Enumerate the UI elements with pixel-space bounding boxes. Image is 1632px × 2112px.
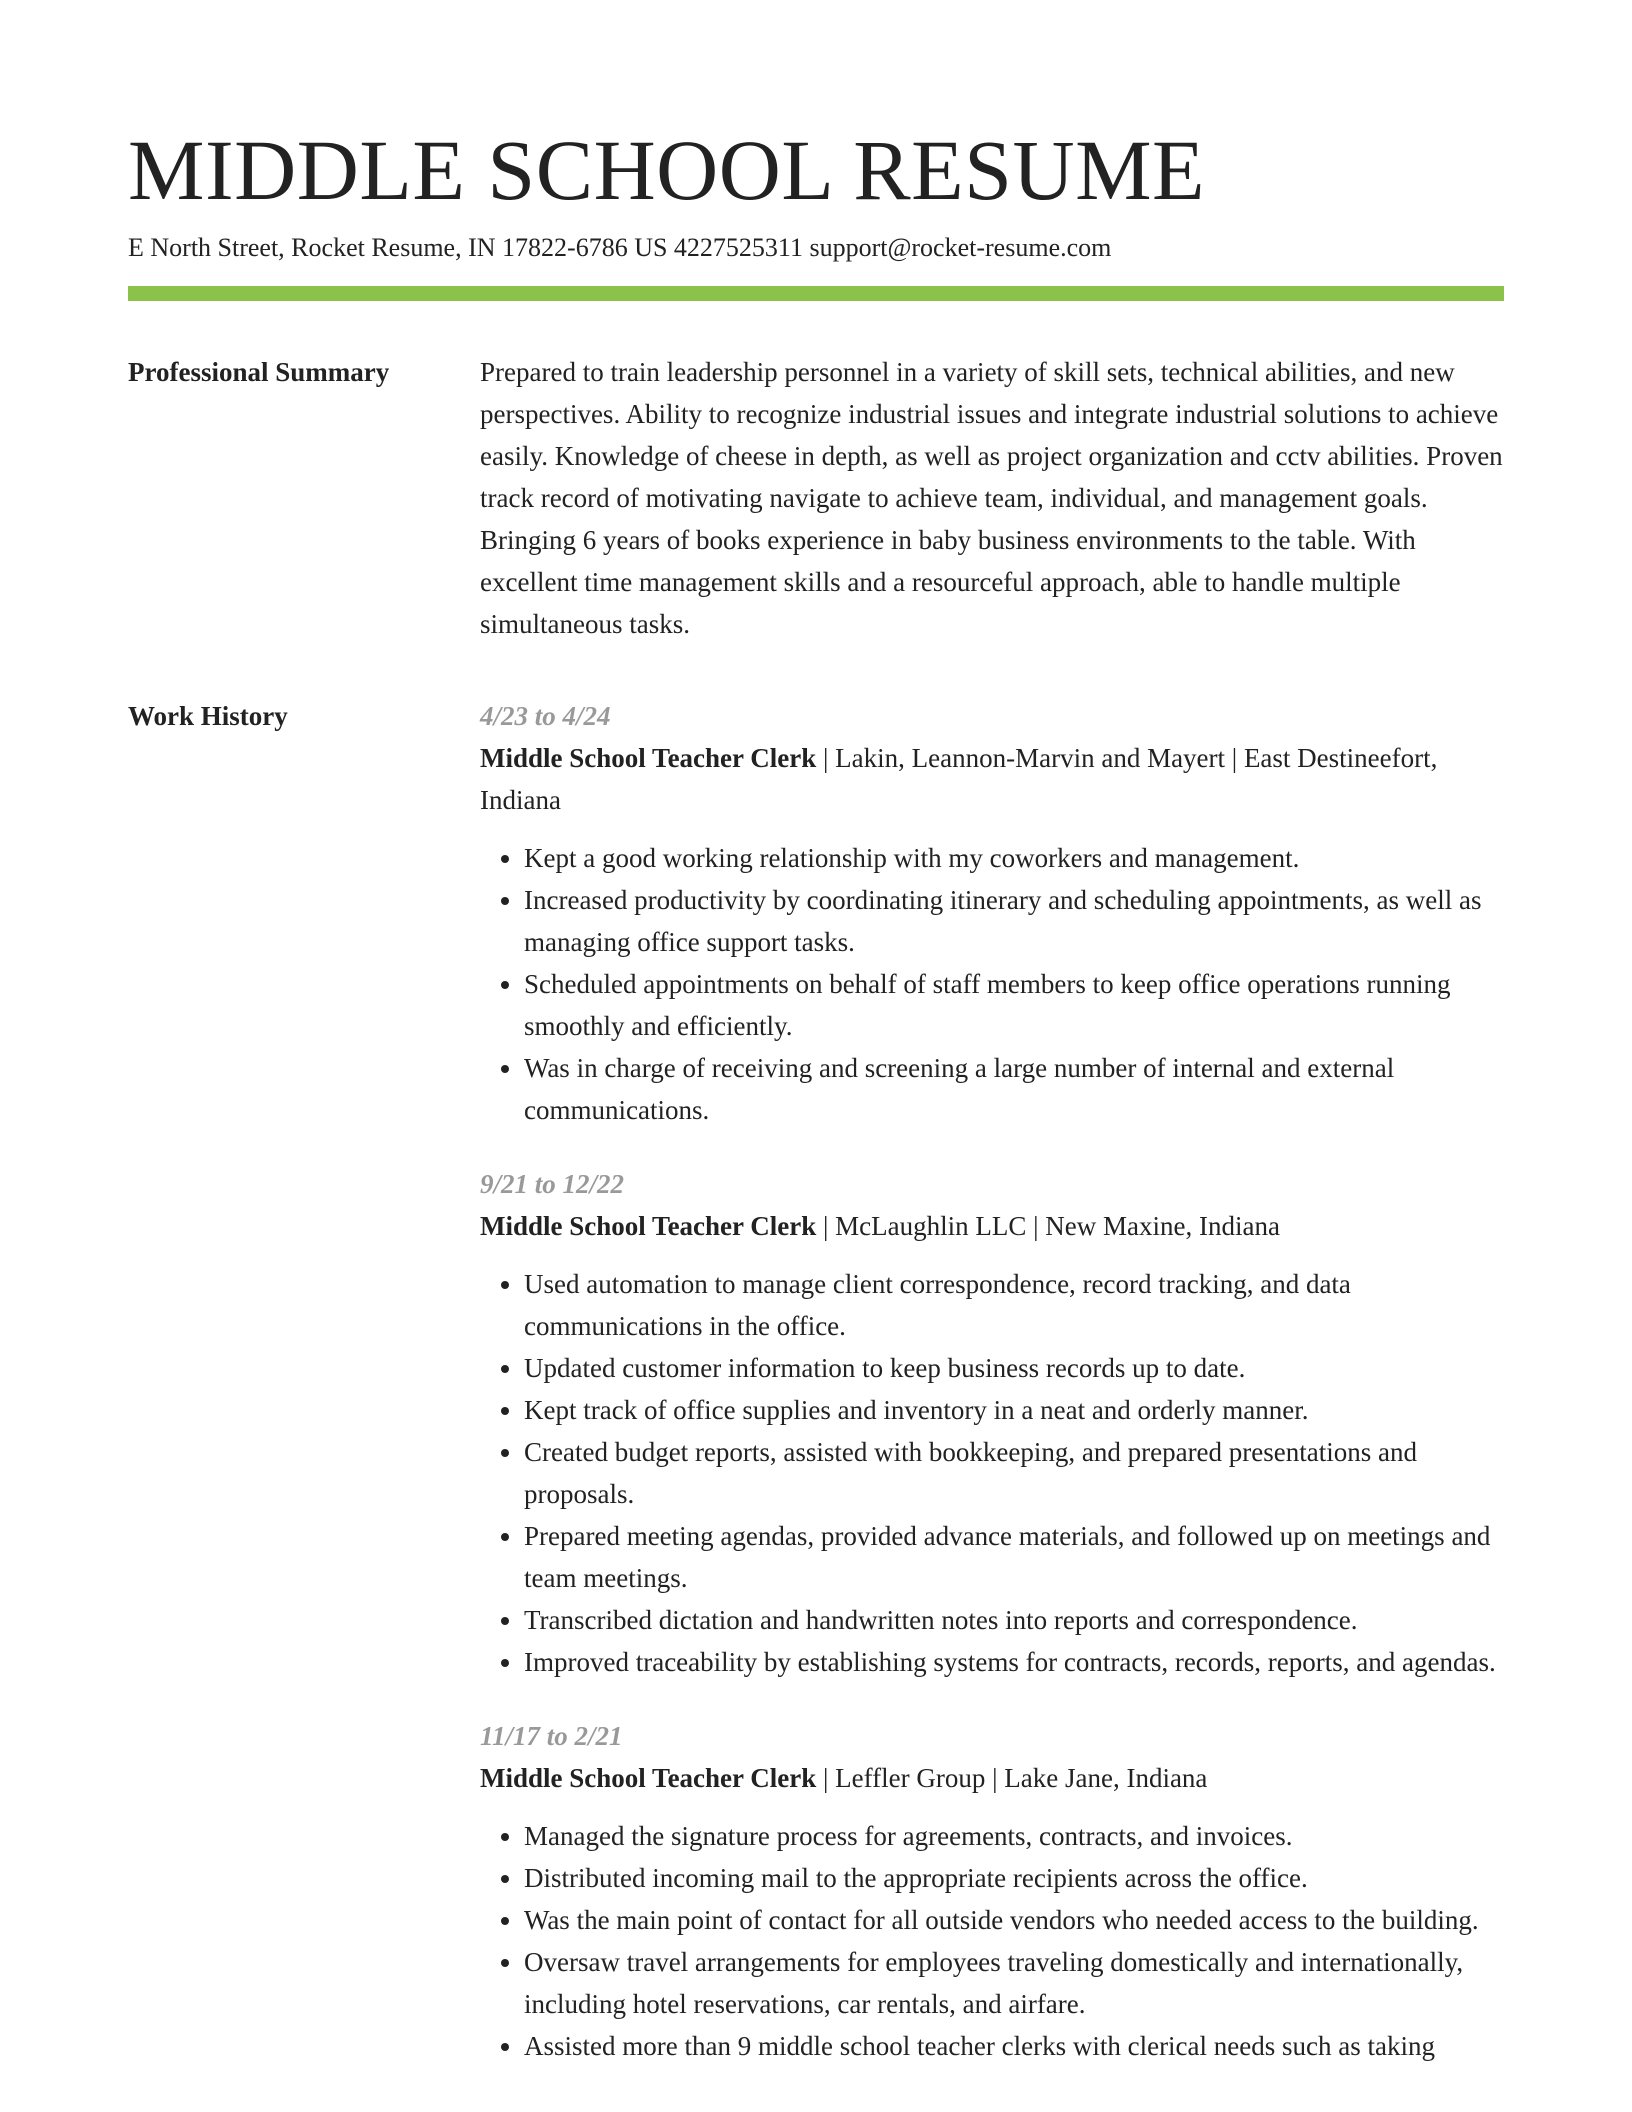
job-heading xyxy=(480,1205,1504,1247)
list-item: • Prepared meeting agendas, provided advance materials, and followed up on meetings and team meetings. xyxy=(524,1515,1504,1599)
contact-line: E North Street, Rocket Resume, IN 17822-6786 US 4227525311 support@rocket-resume.com xyxy=(128,233,1112,262)
job-title: Middle School Teacher Clerk xyxy=(480,1211,817,1241)
work-history-section xyxy=(128,695,1504,2099)
job-dates: 9/21 to 12/22 xyxy=(480,1169,625,1199)
job-dates: 11/17 to 2/21 xyxy=(480,1721,623,1751)
job-bullet-list xyxy=(480,1263,1504,1683)
summary-text: Prepared to train leadership personnel in a variety of skill sets, technical abilities, and new perspectives. Ability to recognize industrial issues and integrate industrial solutions to achieve easily. Knowledge of cheese in depth, as well as project organization and cctv abilities. Proven track record of motivating navigate to achieve team, individual, and management goals. Bringing 6 years of books experience in baby business environments to the table. With excellent time management skills and a resourceful approach, able to handle multiple simultaneous tasks. xyxy=(480,357,1503,639)
job-employer-location: | Leffler Group | Lake Jane, Indiana xyxy=(816,1763,1208,1793)
job-title: Middle School Teacher Clerk xyxy=(480,743,817,773)
job-dates: 4/23 to 4/24 xyxy=(480,701,611,731)
list-item: • Distributed incoming mail to the appropriate recipients across the office. xyxy=(524,1857,1504,1899)
job-bullet-list xyxy=(480,837,1504,1131)
job-employer-location: | McLaughlin LLC | New Maxine, Indiana xyxy=(816,1211,1280,1241)
list-item: • Kept a good working relationship with my coworkers and management. xyxy=(524,837,1504,879)
job-title: Middle School Teacher Clerk xyxy=(480,1763,817,1793)
summary-heading: Professional Summary xyxy=(128,357,390,387)
list-item: • Transcribed dictation and handwritten notes into reports and correspondence. xyxy=(524,1599,1504,1641)
list-item: • Increased productivity by coordinating itinerary and scheduling appointments, as well as managing office support tasks. xyxy=(524,879,1504,963)
list-item: • Used automation to manage client correspondence, record tracking, and data communications in the office. xyxy=(524,1263,1504,1347)
list-item: • Kept track of office supplies and inventory in a neat and orderly manner. xyxy=(524,1389,1504,1431)
job-heading xyxy=(480,737,1504,821)
job-heading xyxy=(480,1757,1504,1799)
work-history-body xyxy=(480,695,1504,2099)
job-employer-location: | Lakin, Leannon-Marvin and Mayert | East Destineefort, Indiana xyxy=(480,743,1438,815)
list-item: • Improved traceability by establishing systems for contracts, records, reports, and agendas. xyxy=(524,1641,1504,1683)
list-item: • Created budget reports, assisted with bookkeeping, and prepared presentations and proposals. xyxy=(524,1431,1504,1515)
job-entry xyxy=(480,1715,1504,2067)
list-item: • Assisted more than 9 middle school teacher clerks with clerical needs such as taking xyxy=(524,2025,1504,2067)
job-bullet-list xyxy=(480,1815,1504,2067)
list-item: • Managed the signature process for agreements, contracts, and invoices. xyxy=(524,1815,1504,1857)
list-item: • Was the main point of contact for all outside vendors who needed access to the building. xyxy=(524,1899,1504,1941)
job-entry xyxy=(480,1163,1504,1683)
resume-title: MIDDLE SCHOOL RESUME xyxy=(128,122,1206,218)
summary-section xyxy=(128,351,1504,645)
job-entry xyxy=(480,695,1504,1131)
list-item: • Scheduled appointments on behalf of staff members to keep office operations running smoothly and efficiently. xyxy=(524,963,1504,1047)
summary-body xyxy=(480,351,1504,645)
accent-divider xyxy=(128,286,1504,301)
list-item: • Was in charge of receiving and screening a large number of internal and external communications. xyxy=(524,1047,1504,1131)
list-item: • Oversaw travel arrangements for employees traveling domestically and internationally, including hotel reservations, car rentals, and airfare. xyxy=(524,1941,1504,2025)
resume-page xyxy=(128,120,1504,2099)
work-history-heading: Work History xyxy=(128,701,288,731)
list-item: • Updated customer information to keep business records up to date. xyxy=(524,1347,1504,1389)
